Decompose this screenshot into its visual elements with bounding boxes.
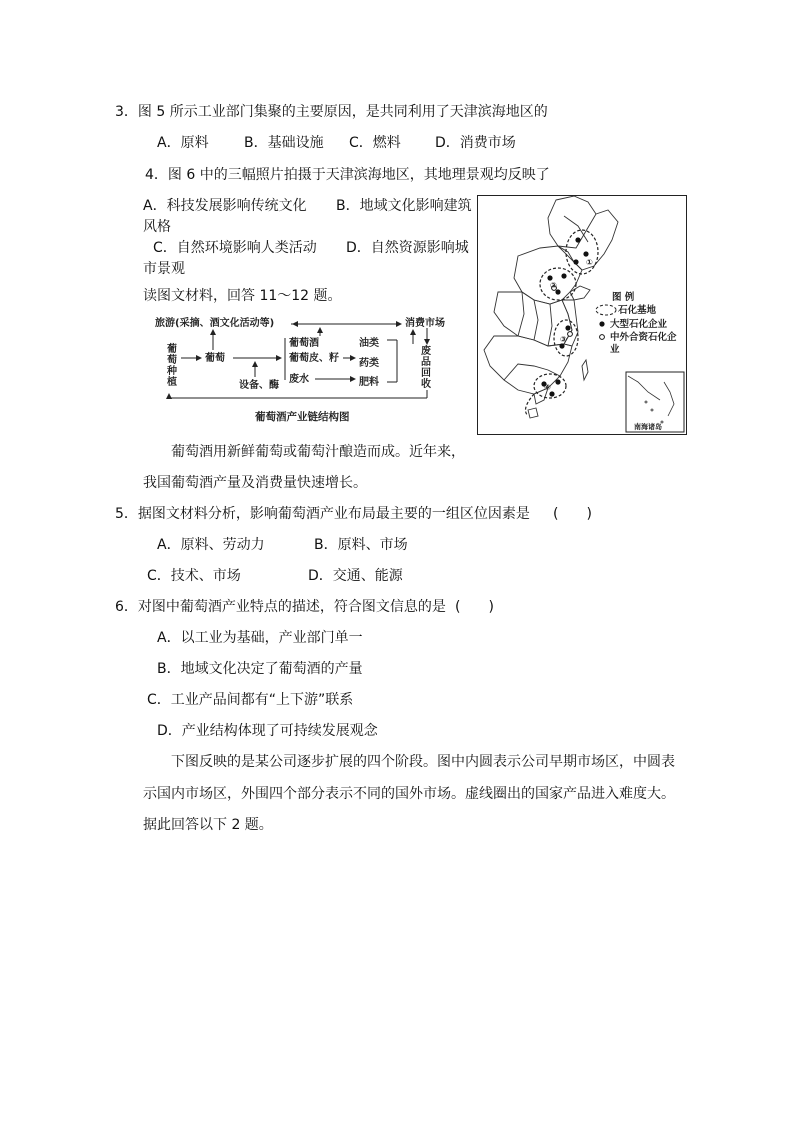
q6-answer-bracket: ( ) bbox=[455, 599, 494, 615]
intro-line-2: 示国内市场区，外围四个部分表示不同的国外市场。虚线圈出的国家产品进入难度大。 bbox=[143, 786, 675, 802]
q5-option-d: D．交通、能源 bbox=[308, 568, 403, 584]
read-instruction: 读图文材料，回答 11～12 题。 bbox=[143, 288, 342, 304]
chain-medicine: 药类 bbox=[359, 358, 379, 369]
q5-option-c: C．技术、市场 bbox=[147, 568, 241, 584]
q5-stem: 5．据图文材料分析，影响葡萄酒产业布局最主要的一组区位因素是 bbox=[115, 506, 530, 522]
map-inset-label: 南海诸岛 bbox=[634, 423, 662, 431]
q4-option-b: B．地域文化影响建筑 bbox=[336, 198, 472, 214]
chain-planting: 葡萄种植 bbox=[167, 344, 177, 388]
map-marker-1: ① bbox=[586, 258, 593, 267]
map-legend-large: 大型石化企业 bbox=[610, 319, 668, 330]
q3-option-d: D．消费市场 bbox=[435, 135, 516, 151]
map-legend-jv: 中外合资石化企业 bbox=[610, 332, 677, 355]
passage-line-1: 葡萄酒用新鲜葡萄或葡萄汁酿造而成。近年来， bbox=[171, 444, 465, 460]
q4-option-d-wrap: 市景观 bbox=[143, 261, 185, 277]
chain-wine: 葡萄酒 bbox=[289, 338, 319, 349]
q4-option-d: D．自然资源影响城 bbox=[346, 240, 469, 256]
q6-option-c: C．工业产品间都有“上下游”联系 bbox=[147, 692, 354, 708]
q5-answer-bracket: ( ) bbox=[553, 506, 592, 522]
chain-skin-seed: 葡萄皮、籽 bbox=[289, 353, 339, 364]
intro-line-1: 下图反映的是某公司逐步扩展的四个阶段。图中内圆表示公司早期市场区，中圆表 bbox=[171, 754, 675, 770]
q3-option-a: A．原料 bbox=[157, 135, 209, 151]
q6-option-d: D．产业结构体现了可持续发展观念 bbox=[157, 723, 378, 739]
map-legend-title: 图 例 bbox=[612, 292, 635, 303]
q4-stem: 4．图 6 中的三幅照片拍摄于天津滨海地区，其地理景观均反映了 bbox=[145, 167, 550, 183]
map-marker-4: ④ bbox=[544, 383, 551, 392]
map-legend-base: 石化基地 bbox=[618, 305, 657, 316]
intro-line-3: 据此回答以下 2 题。 bbox=[143, 817, 273, 833]
chain-equipment: 设备、酶 bbox=[239, 380, 279, 391]
q5-option-a: A．原料、劳动力 bbox=[157, 537, 265, 553]
q6-stem: 6．对图中葡萄酒产业特点的描述，符合图文信息的是 bbox=[115, 599, 446, 615]
chain-market: 消费市场 bbox=[405, 318, 445, 329]
chain-recycling: 废品回收 bbox=[421, 346, 431, 390]
grape-industry-chain-diagram bbox=[155, 312, 467, 430]
q3-option-b: B．基础设施 bbox=[244, 135, 324, 151]
chain-grape: 葡萄 bbox=[205, 353, 225, 364]
q4-option-b-wrap: 风格 bbox=[143, 219, 171, 235]
map-marker-3: ③ bbox=[560, 335, 567, 344]
chain-oils: 油类 bbox=[359, 338, 379, 349]
q4-option-c: C．自然环境影响人类活动 bbox=[153, 240, 317, 256]
q4-option-a: A．科技发展影响传统文化 bbox=[143, 198, 307, 214]
q3-option-c: C．燃料 bbox=[349, 135, 401, 151]
chain-tourism: 旅游(采摘、酒文化活动等) bbox=[155, 318, 275, 329]
chain-caption: 葡萄酒产业链结构图 bbox=[255, 411, 350, 423]
passage-line-2: 我国葡萄酒产量及消费量快速增长。 bbox=[143, 475, 367, 491]
q6-option-b: B．地域文化决定了葡萄酒的产量 bbox=[157, 661, 363, 677]
map-marker-2: ② bbox=[550, 281, 557, 290]
q6-option-a: A．以工业为基础，产业部门单一 bbox=[157, 630, 363, 646]
chain-wastewater: 废水 bbox=[289, 374, 309, 385]
chain-fertilizer: 肥料 bbox=[359, 377, 379, 388]
q5-option-b: B．原料、市场 bbox=[314, 537, 408, 553]
q3-stem: 3．图 5 所示工业部门集聚的主要原因，是共同利用了天津滨海地区的 bbox=[115, 104, 548, 120]
petrochemical-map bbox=[477, 195, 687, 435]
